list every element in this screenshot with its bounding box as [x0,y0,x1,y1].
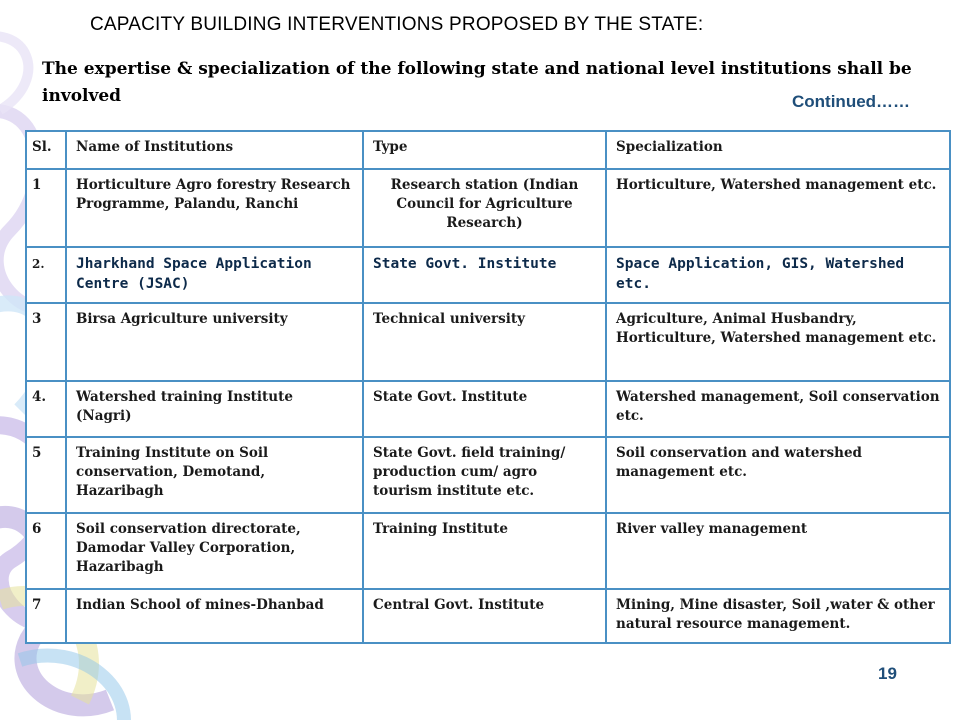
header-sl: Sl. [26,131,66,169]
cell-type: State Govt. Institute [363,381,606,437]
header-name: Name of Institutions [66,131,363,169]
cell-name: Horticulture Agro forestry Research Programme, Palandu, Ranchi [66,169,363,247]
slide-subtitle: The expertise & specialization of the following state and national level institutions shall be involved [42,59,912,106]
table-header-row [26,131,950,169]
cell-sl: 6 [26,513,66,589]
cell-name: Training Institute on Soil conservation, Demotand, Hazaribagh [66,437,363,513]
cell-sl: 3 [26,303,66,381]
cell-sl: 1 [26,169,66,247]
cell-specialization: Horticulture, Watershed management etc. [606,169,950,247]
cell-sl: 2. [26,247,66,303]
table-row [26,169,950,247]
table-row [26,381,950,437]
page-number: 19 [878,664,897,683]
cell-type: Central Govt. Institute [363,589,606,643]
cell-sl: 4. [26,381,66,437]
cell-type: State Govt. field training/ production cum/ agro tourism institute etc. [363,437,606,513]
slide-title: CAPACITY BUILDING INTERVENTIONS PROPOSED BY THE STATE: [90,14,704,35]
cell-name: Jharkhand Space Application Centre (JSAC) [66,247,363,303]
cell-name: Indian School of mines-Dhanbad [66,589,363,643]
cell-specialization: Mining, Mine disaster, Soil ,water & other natural resource management. [606,589,950,643]
cell-specialization: Space Application, GIS, Watershed etc. [606,247,950,303]
cell-specialization: Agriculture, Animal Husbandry, Horticulture, Watershed management etc. [606,303,950,381]
cell-sl: 5 [26,437,66,513]
table-row [26,437,950,513]
continued-label: Continued…… [792,92,911,111]
cell-name: Soil conservation directorate, Damodar Valley Corporation, Hazaribagh [66,513,363,589]
cell-type: Technical university [363,303,606,381]
table-row [26,513,950,589]
cell-specialization: River valley management [606,513,950,589]
header-type: Type [363,131,606,169]
table-row [26,247,950,303]
institutions-table [25,130,951,644]
header-specialization: Specialization [606,131,950,169]
cell-specialization: Soil conservation and watershed management etc. [606,437,950,513]
table-row [26,589,950,643]
cell-type: Training Institute [363,513,606,589]
cell-type: State Govt. Institute [363,247,606,303]
cell-name: Birsa Agriculture university [66,303,363,381]
cell-type: Research station (Indian Council for Agriculture Research) [363,169,606,247]
cell-name: Watershed training Institute (Nagri) [66,381,363,437]
cell-specialization: Watershed management, Soil conservation etc. [606,381,950,437]
table-row [26,303,950,381]
cell-sl: 7 [26,589,66,643]
